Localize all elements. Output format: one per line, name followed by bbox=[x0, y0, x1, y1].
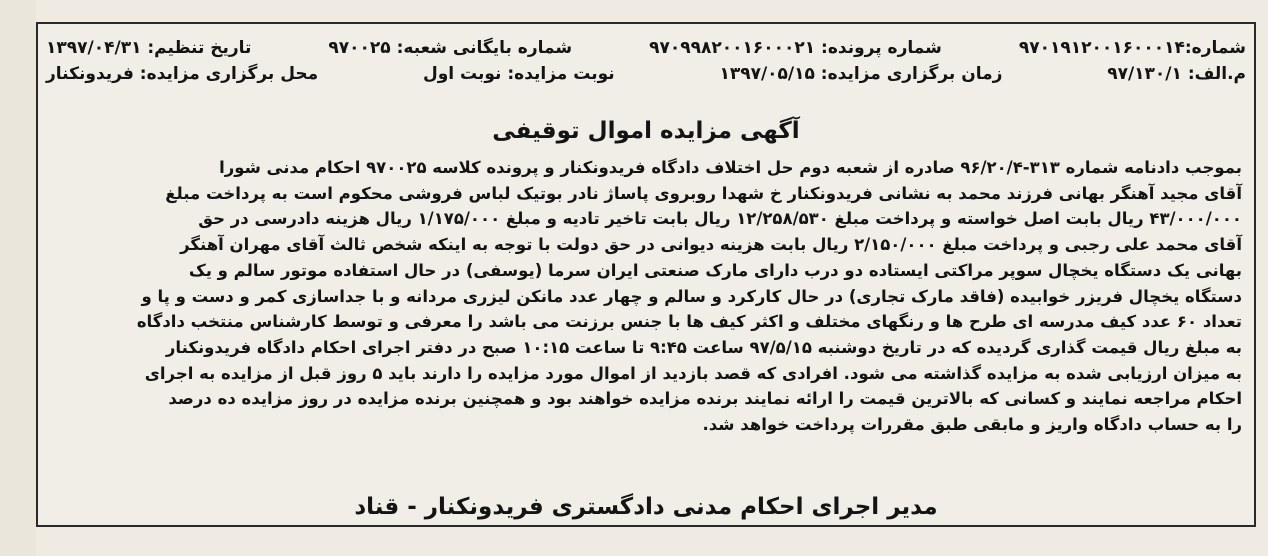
body-line: آقای مجید آهنگر بهانی فرزند محمد به نشانی فریدونکنار خ شهدا روبروی پاساژ نادر بوتیک لباس فروشی محکوم است به پرداخت مبلغ bbox=[165, 183, 1242, 203]
body-line: به میزان ارزیابی شده به مزایده گذاشته می شود. افرادی که قصد بازدید از اموال مورد مزایده را دارند باید ۵ روز قبل از مزایده به اجرای bbox=[144, 363, 1242, 383]
notice-title: آگهی مزایده اموال توقیفی bbox=[492, 118, 800, 144]
body-line: را به حساب دادگاه واریز و مابقی طبق مقررات پرداخت خواهد شد. bbox=[702, 415, 1242, 435]
signature-line: مدیر اجرای احکام مدنی دادگستری فریدونکنار - قناد bbox=[354, 494, 938, 520]
auction-place: محل برگزاری مزایده: فریدونکنار bbox=[46, 64, 319, 84]
header-row-2 bbox=[46, 64, 1246, 84]
issue-date: تاریخ تنظیم: ۱۳۹۷/۰۴/۳۱ bbox=[46, 38, 252, 58]
body-line: احکام مراجعه نمایند و کسانی که بالاترین قیمت را ارائه نمایند برنده مزایده خواهند بود و همچنین برنده مزایده در روز مزایده ده درصد bbox=[168, 389, 1242, 409]
auction-round: نوبت مزایده: نوبت اول bbox=[422, 64, 615, 84]
body-line: بموجب دادنامه شماره ۳۱۳-۹۶/۲۰/۴ صادره از شعبه دوم حل اختلاف دادگاه فریدونکنار و پرونده کلاسه ۹۷۰۰۲۵ احکام مدنی شورا bbox=[219, 158, 1242, 177]
notice-body bbox=[48, 155, 1242, 438]
auction-date: زمان برگزاری مزایده: ۱۳۹۷/۰۵/۱۵ bbox=[719, 64, 1003, 84]
page-margin bbox=[0, 0, 36, 556]
file-number: شماره پرونده: ۹۷۰۹۹۸۲۰۰۱۶۰۰۰۲۱ bbox=[649, 38, 942, 58]
notice-number: شماره:۹۷۰۱۹۱۲۰۰۱۶۰۰۰۱۴ bbox=[1018, 38, 1246, 58]
body-line: ۴۳/۰۰۰/۰۰۰ ریال بابت اصل خواسته و پرداخت مبلغ ۱۲/۲۵۸/۵۳۰ ریال بابت تاخیر تادیه و مبلغ ۱/۱۷۵/۰۰۰ ریال هزینه دادرسی در حق bbox=[198, 209, 1242, 229]
notice-frame bbox=[36, 22, 1256, 527]
reference-number: م.الف: ۹۷/۱۳۰/۱ bbox=[1107, 64, 1246, 84]
header-row-1 bbox=[46, 38, 1246, 58]
body-line: دستگاه یخچال فریزر خوابیده (فاقد مارک تجاری) در حال کارکرد و سالم و چهار عدد مانکن لیزری مردانه و با جداسازی کمر و دست و پا و bbox=[141, 286, 1242, 306]
body-line: آقای محمد علی رجبی و پرداخت مبلغ ۲/۱۵۰/۰۰۰ ریال بابت هزینه دیوانی در حق دولت با توجه به اینکه شخص ثالث آقای مهران آهنگر bbox=[180, 235, 1242, 255]
body-line: به مبلغ ریال قیمت گذاری گردیده که در تاریخ دوشنبه ۹۷/۵/۱۵ ساعت ۹:۴۵ تا ساعت ۱۰:۱۵ صبح در دفتر اجرای احکام دادگاه فریدونکنار bbox=[165, 337, 1242, 357]
archive-number: شماره بایگانی شعبه: ۹۷۰۰۲۵ bbox=[328, 38, 573, 58]
body-line: بهانی یک دستگاه یخچال سوپر مراکتی ایستاده دو درب دارای مارک صنعتی ایران سرما (یوسفی) در حال استفاده موتور سالم و یک bbox=[188, 260, 1242, 280]
body-line: تعداد ۶۰ عدد کیف مدرسه ای طرح ها و رنگهای مختلف و اکثر کیف ها با جنس برزنت می باشد را معرفی و توسط کارشناس منتخب دادگاه bbox=[136, 312, 1242, 332]
